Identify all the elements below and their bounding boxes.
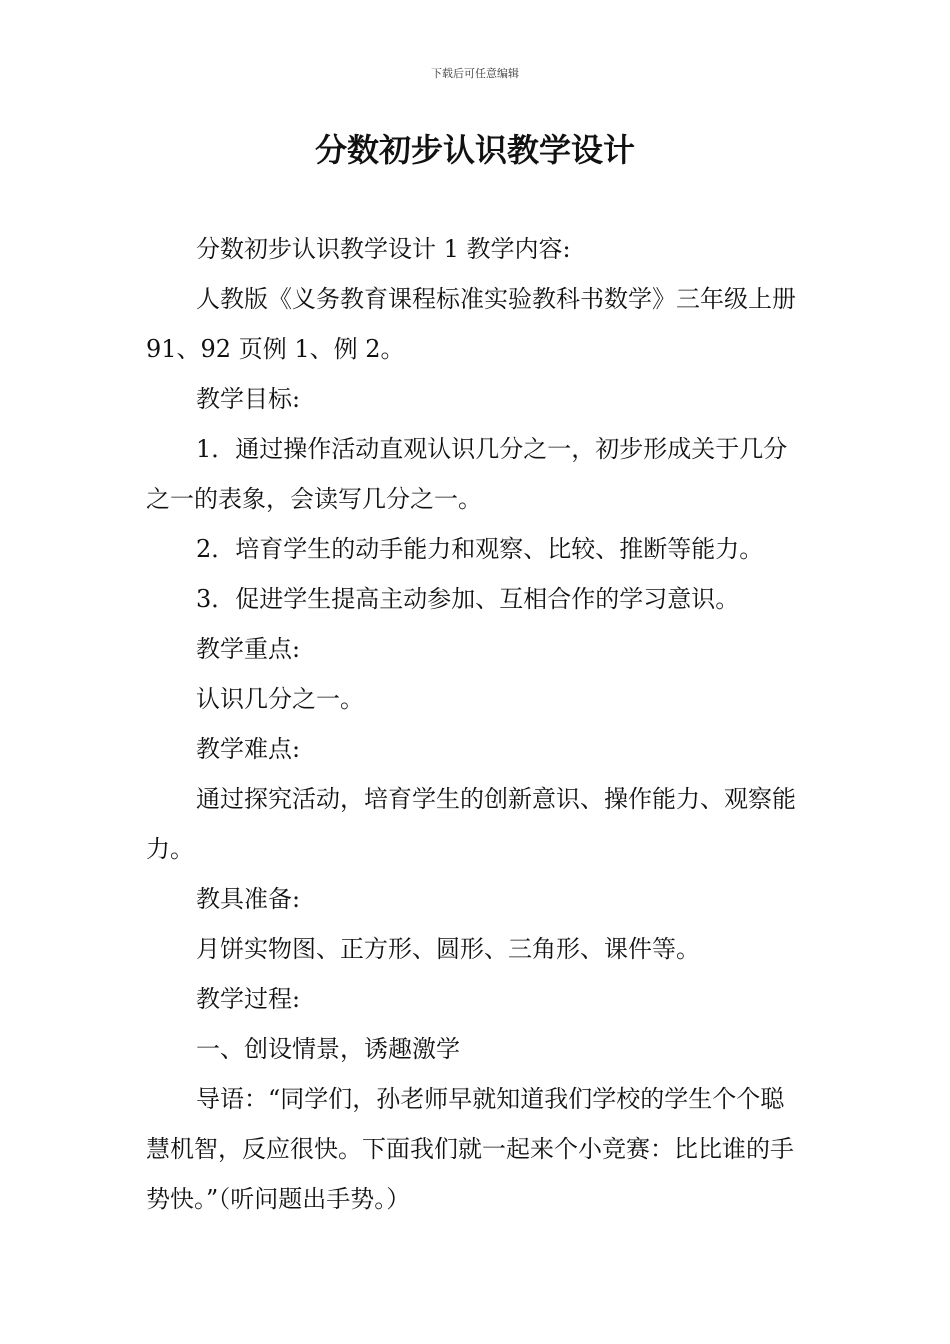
paragraph: 2．培育学生的动手能力和观察、比较、推断等能力。 (196, 535, 764, 563)
paragraph: 1．通过操作活动直观认识几分之一，初步形成关于几分之一的表象，会读写几分之一。 (146, 435, 788, 513)
paragraph: 月饼实物图、正方形、圆形、三角形、课件等。 (196, 935, 700, 963)
document-body (146, 224, 806, 1224)
paragraph: 教学目标: (196, 385, 301, 413)
paragraph: 通过探究活动，培育学生的创新意识、操作能力、观察能力。 (146, 785, 796, 863)
document-title: 分数初步认识教学设计 (314, 131, 635, 169)
paragraph: 分数初步认识教学设计 1 教学内容: (196, 235, 571, 263)
paragraph: 3．促进学生提高主动参加、互相合作的学习意识。 (196, 585, 740, 613)
paragraph: 教学过程: (196, 985, 301, 1013)
paragraph: 教具准备: (196, 885, 301, 913)
paragraph: 导语：“同学们，孙老师早就知道我们学校的学生个个聪慧机智，反应很快。下面我们就一起来个小竞赛：比比谁的手势快。”（听问题出手势。） (146, 1085, 794, 1213)
paragraph: 人教版《义务教育课程标准实验教科书数学》三年级上册 91、92 页例 1、例 2。 (146, 285, 796, 363)
paragraph: 认识几分之一。 (196, 685, 364, 713)
paragraph: 教学难点: (196, 735, 301, 763)
header-note: 下载后可任意编辑 (431, 67, 519, 80)
paragraph: 一、创设情景，诱趣激学 (196, 1035, 460, 1063)
paragraph: 教学重点: (196, 635, 301, 663)
